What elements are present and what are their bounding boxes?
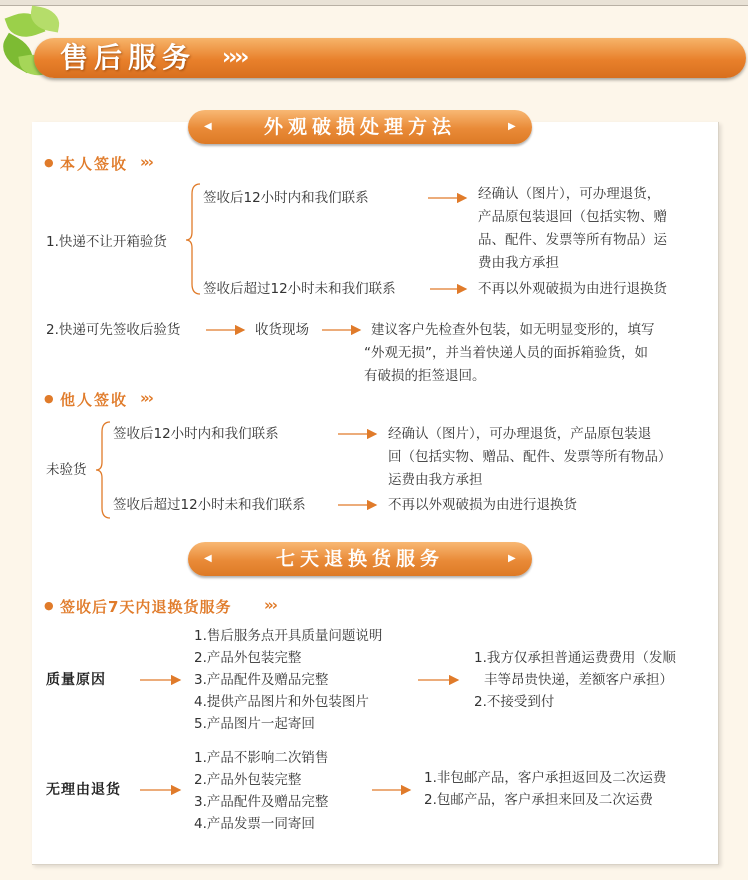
quality-result-2: 丰等昂贵快递，差额客户承担） (484, 672, 673, 688)
case2-result-line2: “外观无损”，并当着快递人员的面拆箱验货，如 (364, 345, 648, 361)
pill-right-arrow-icon: ▶ (508, 553, 516, 564)
brace-other (96, 422, 110, 518)
case1-result-a-line2: 产品原包装退回（包括实物、赠 (478, 209, 667, 225)
case1-branch-a: 签收后12小时内和我们联系 (203, 190, 369, 206)
chevron-icon: »› (264, 596, 276, 614)
case1-result-b: 不再以外观破损为由进行退换货 (478, 281, 667, 297)
case2-step: 收货现场 (255, 322, 309, 338)
case2-result-line1: 建议客户先检查外包装，如无明显变形的，填写 (371, 322, 655, 338)
pill-right-arrow-icon: ▶ (508, 121, 516, 132)
other-result-a-line2: 回（包括实物、赠品、配件、发票等所有物品） (388, 449, 672, 465)
no-reason-cond-2: 2.产品外包装完整 (194, 772, 302, 788)
chevrons-icon: ›››› (222, 45, 247, 70)
case1-result-a-line4: 费由我方承担 (478, 255, 559, 271)
page-title: 售后服务 (60, 41, 197, 74)
chevron-icon: »› (140, 153, 152, 171)
chevron-icon: »› (140, 389, 152, 407)
brace-case1 (186, 184, 200, 294)
quality-cond-5: 5.产品图片一起寄回 (194, 716, 315, 732)
heading-self-sign: 本人签收 (60, 155, 129, 173)
no-reason-cond-3: 3.产品配件及赠品完整 (194, 794, 329, 810)
heading-other-sign: 他人签收 (60, 391, 129, 409)
quality-label: 质量原因 (46, 672, 106, 688)
other-branch-a: 签收后12小时内和我们联系 (113, 426, 279, 442)
other-branch-b: 签收后超过12小时未和我们联系 (113, 497, 306, 513)
other-result-a-line3: 运费由我方承担 (388, 472, 483, 488)
quality-cond-3: 3.产品配件及赠品完整 (194, 672, 329, 688)
case1-label: 1.快递不让开箱验货 (46, 234, 167, 250)
quality-cond-1: 1.售后服务点开具质量问题说明 (194, 628, 383, 644)
no-reason-result-1: 1.非包邮产品，客户承担返回及二次运费 (424, 770, 667, 786)
case1-result-a-line1: 经确认（图片），可办理退货， (478, 186, 661, 202)
case1-branch-b: 签收后超过12小时未和我们联系 (203, 281, 396, 297)
pill-left-arrow-icon: ◀ (204, 553, 212, 564)
quality-result-1: 1.我方仅承担普通运费费用（发顺 (474, 650, 676, 666)
heading-seven-day: 签收后7天内退换货服务 (60, 598, 232, 616)
pill-left-arrow-icon: ◀ (204, 121, 212, 132)
other-result-a-line1: 经确认（图片），可办理退货，产品原包装退 (388, 426, 652, 442)
bullet-icon: ● (44, 156, 54, 169)
quality-cond-4: 4.提供产品图片和外包装图片 (194, 694, 369, 710)
bullet-icon: ● (44, 392, 54, 405)
no-reason-cond-1: 1.产品不影响二次销售 (194, 750, 329, 766)
case1-result-a-line3: 品、配件、发票等所有物品）运 (478, 232, 667, 248)
no-reason-result-2: 2.包邮产品，客户承担来回及二次运费 (424, 792, 653, 808)
case2-label: 2.快递可先签收后验货 (46, 322, 181, 338)
case2-result-line3: 有破损的拒签退回。 (364, 368, 486, 384)
section-title-damage: 外观破损处理方法 (263, 116, 456, 138)
no-reason-cond-4: 4.产品发票一同寄回 (194, 816, 315, 832)
bullet-icon: ● (44, 599, 54, 612)
other-result-b: 不再以外观破损为由进行退换货 (388, 497, 577, 513)
other-label: 未验货 (46, 462, 87, 478)
quality-result-3: 2.不接受到付 (474, 694, 555, 710)
quality-cond-2: 2.产品外包装完整 (194, 650, 302, 666)
section-title-seven-day: 七天退换货服务 (275, 548, 444, 570)
no-reason-label: 无理由退货 (46, 782, 121, 798)
